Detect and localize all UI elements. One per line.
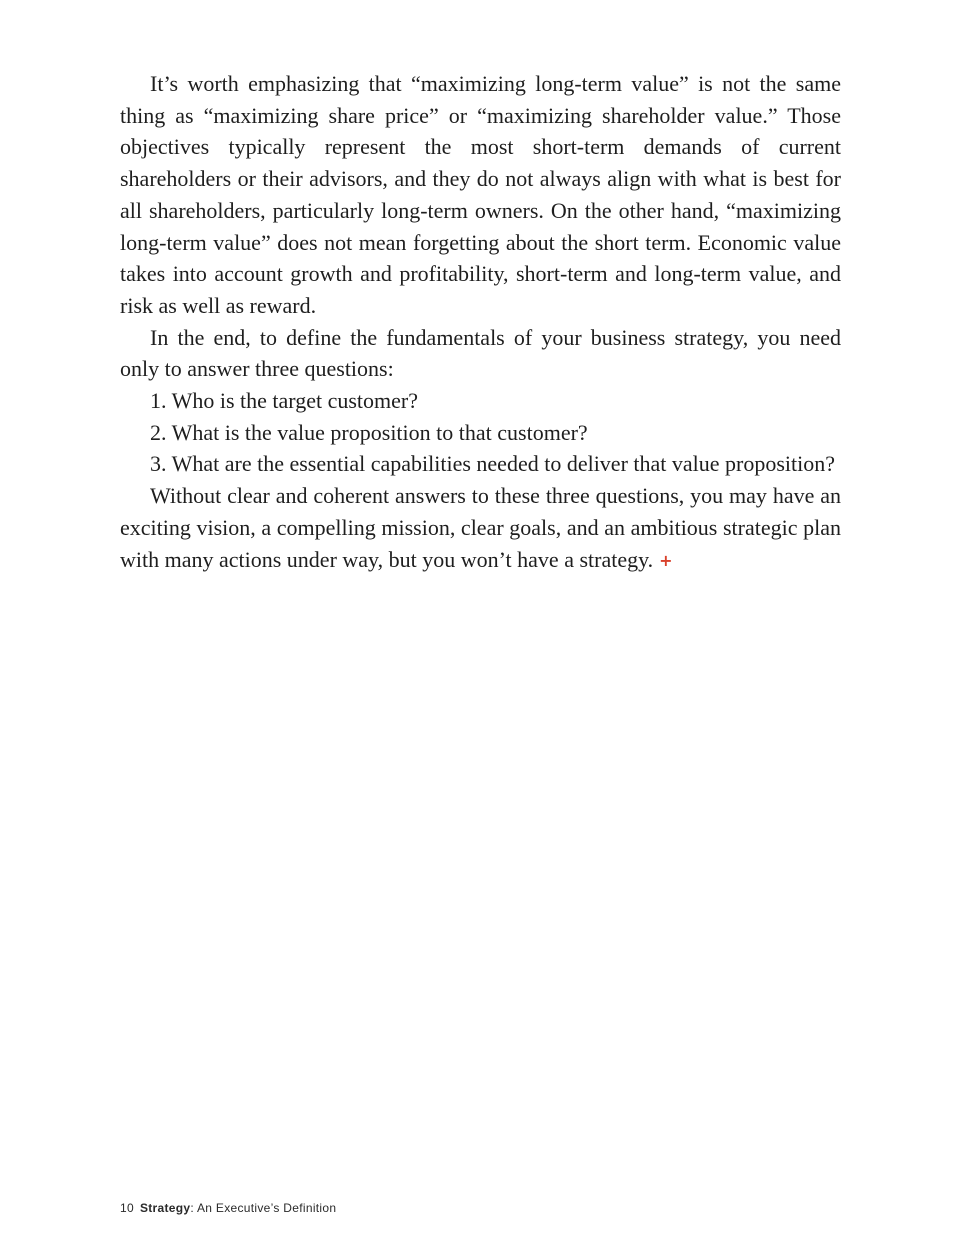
question-value-proposition: 2. What is the value proposition to that customer? <box>150 419 588 445</box>
paragraph-conclusion <box>120 480 841 576</box>
paragraph-long-term-value: It’s worth emphasizing that “maximizing long-term value” is not the same thing as “maximizing share price” or “maximizing shareholder value.” Those objectives typically represent the most short-term demands of current shareholders or their advisors, and they do not always align with what is best for all shareholders, particularly long-term owners. On the other hand, “maximizing long-term value” does not mean forgetting about the short term. Economic value takes into account growth and profitability, short-term and long-term value, and risk as well as reward. <box>120 71 841 318</box>
conclusion-text: Without clear and coherent answers to these three questions, you may have an exciting vision, a compelling mission, clear goals, and an ambitious strategic plan with many actions under way, but you won’t have a strategy. <box>120 483 841 572</box>
body-text <box>120 68 841 576</box>
footer-title: Strategy <box>139 1201 191 1215</box>
page-number: 10 <box>120 1201 134 1215</box>
question-target-customer: 1. Who is the target customer? <box>150 388 419 414</box>
page-footer <box>120 1201 336 1215</box>
paragraph-three-questions-intro: In the end, to define the fundamentals of your business strategy, you need only to answer three questions: <box>120 324 841 382</box>
footer-subtitle: : An Executive’s Definition <box>190 1201 337 1215</box>
question-capabilities: 3. What are the essential capabilities needed to deliver that value proposition? <box>150 451 836 477</box>
end-of-article-mark: + <box>659 550 673 570</box>
